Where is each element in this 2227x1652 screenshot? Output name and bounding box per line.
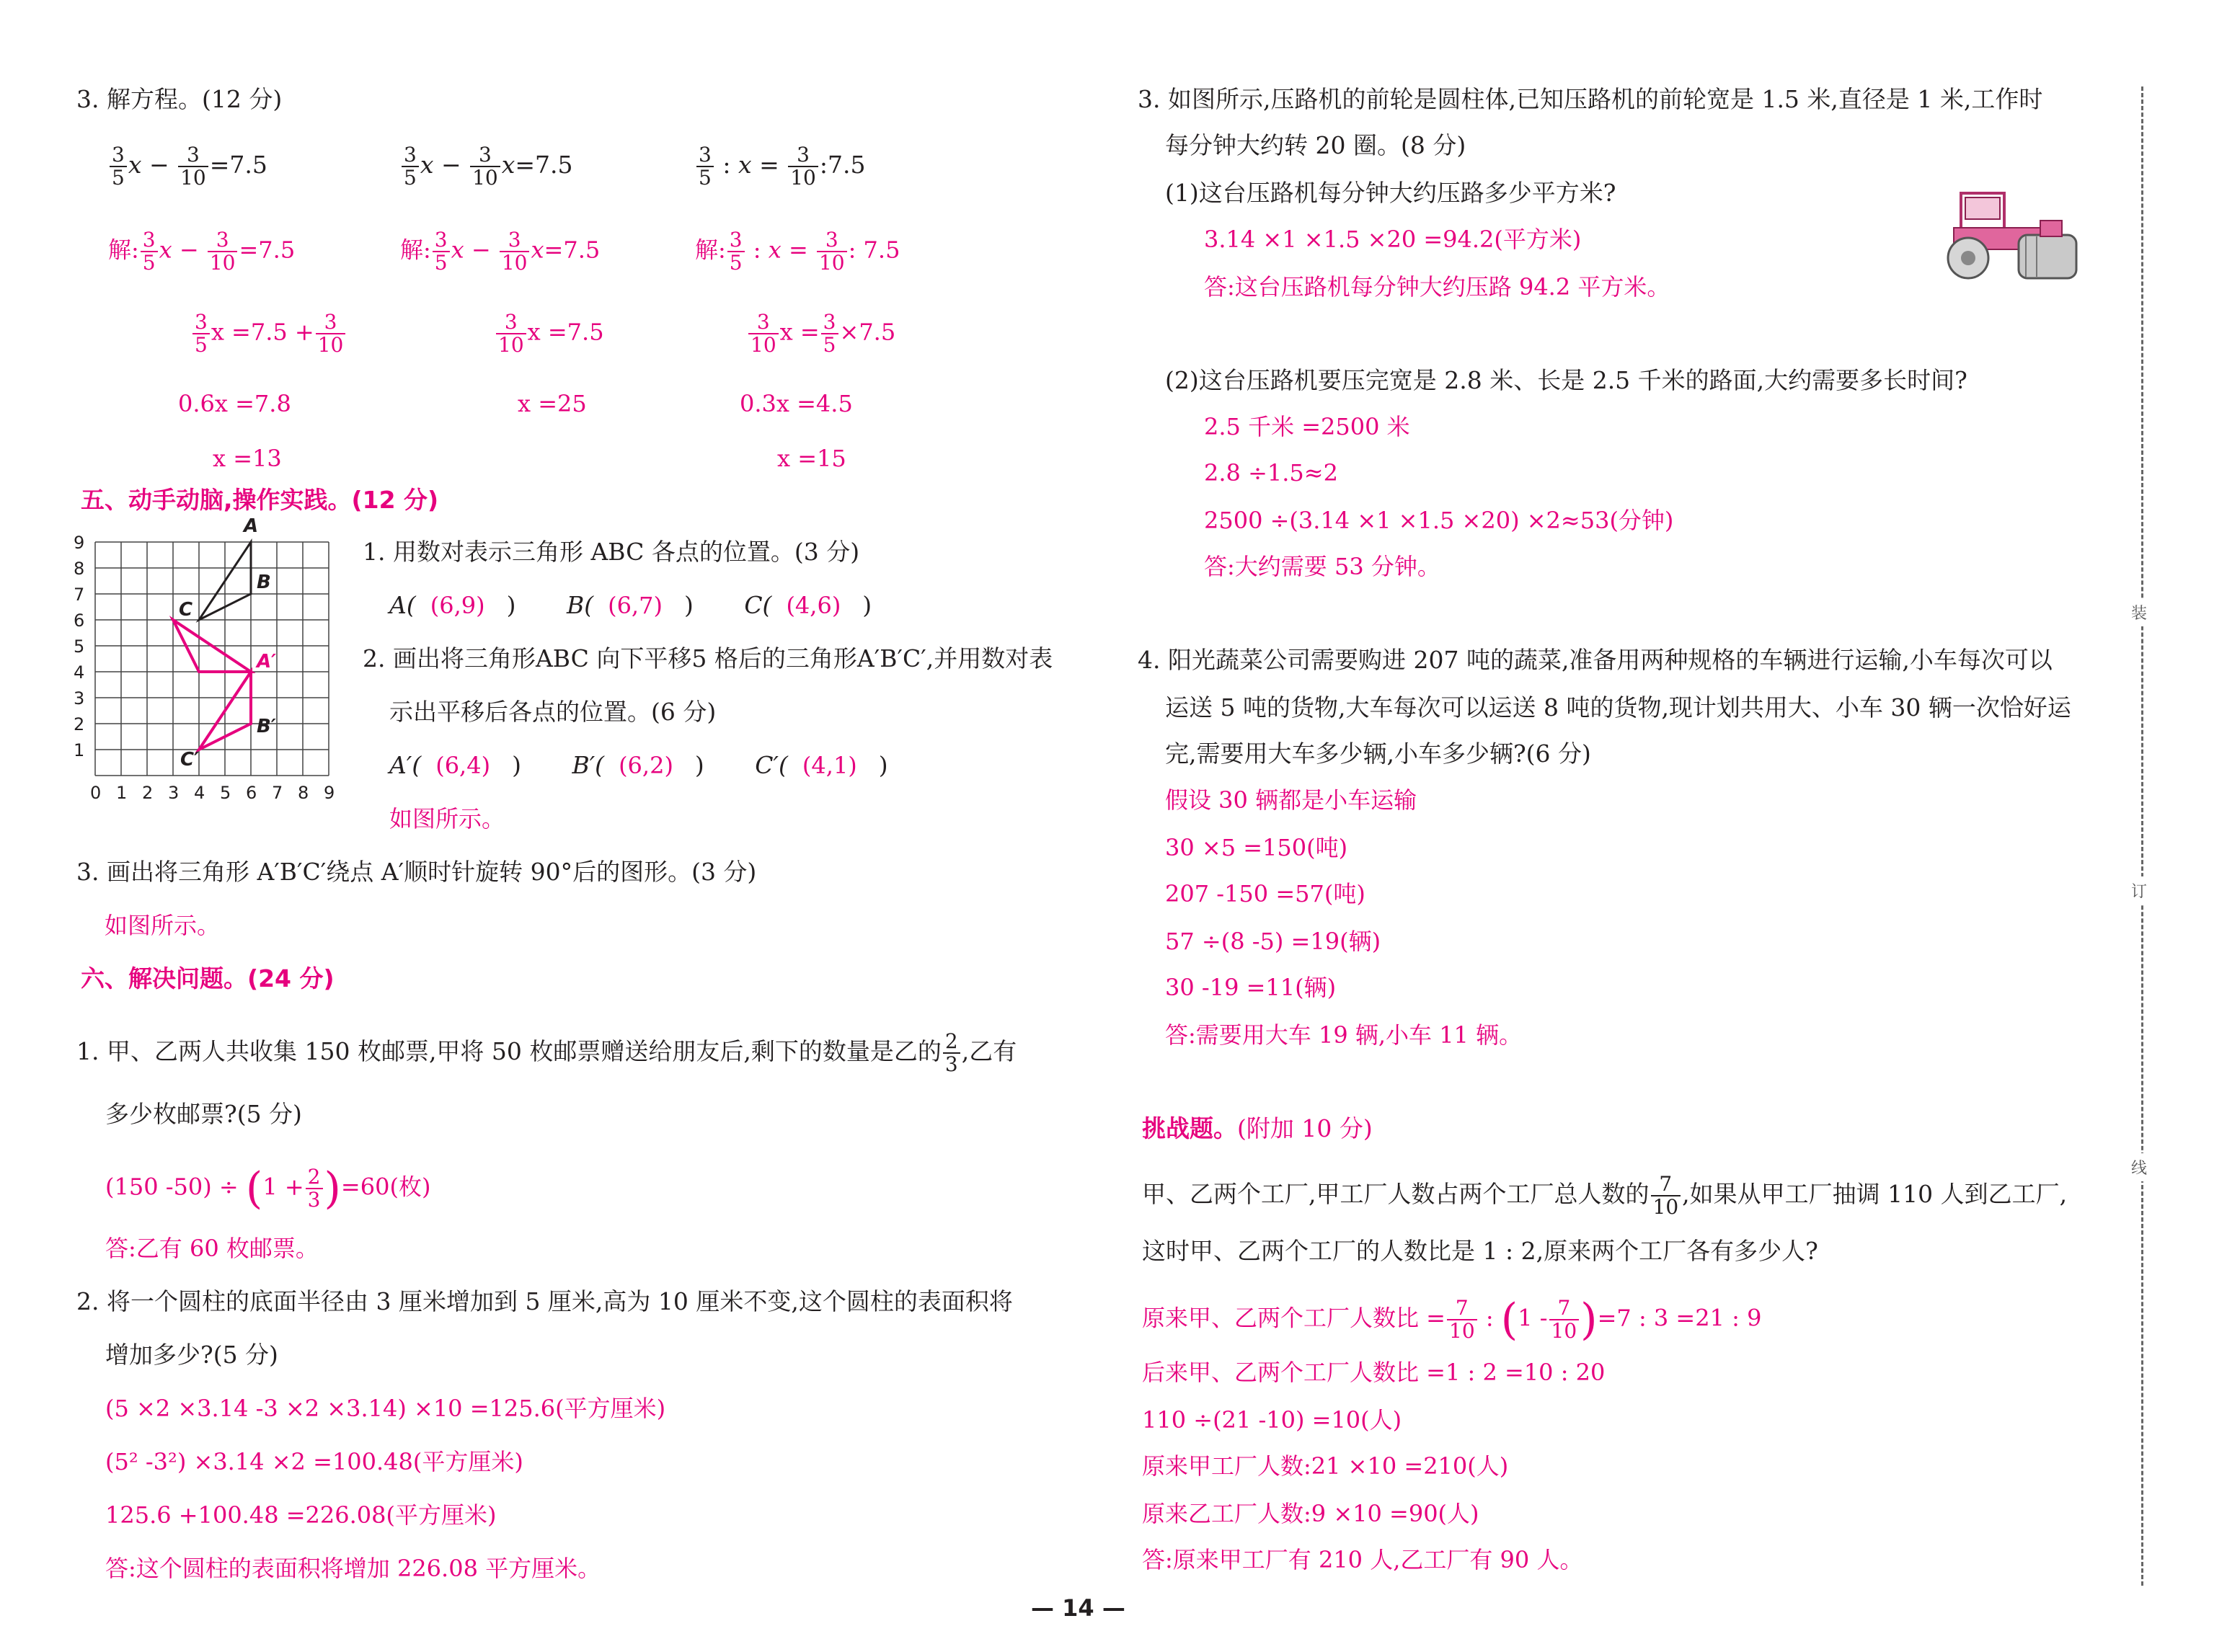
r-q3-line2: 每分钟大约转 20 圈。(8 分) [1165, 131, 1466, 159]
point-label: A′ [257, 651, 276, 672]
challenge-step5: 原来乙工厂人数:9 ×10 =90(人) [1142, 1500, 1479, 1527]
challenge-step1: 原来甲、乙两个工厂人数比 = $\frac{7}{10}$ : (1 - $\frac{7}{10}$ )=7 : 3 =21 : 9 [1142, 1294, 1762, 1345]
r-q3-sub2-result: 答:大约需要 53 分钟。 [1204, 553, 1440, 580]
x-tick-label: 9 [324, 783, 335, 803]
challenge-step3: 110 ÷(21 -10) =10(人) [1142, 1406, 1402, 1434]
challenge-step2: 后来甲、乙两个工厂人数比 =1 : 2 =10 : 20 [1142, 1359, 1606, 1386]
y-tick-label: 8 [74, 559, 85, 579]
sec6-q2-line1: 2. 将一个圆柱的底面半径由 3 厘米增加到 5 厘米,高为 10 厘米不变,这个圆柱的表面积将 [76, 1287, 1013, 1315]
point-label: C′ [180, 749, 199, 771]
challenge-step4: 原来甲工厂人数:21 ×10 =210(人) [1142, 1452, 1509, 1480]
y-tick-label: 4 [74, 662, 85, 683]
sec6-q2-step1: (5 ×2 ×3.14 -3 ×2 ×3.14) ×10 =125.6(平方厘米) [105, 1395, 666, 1422]
eq2-step2: $\frac{3}{10}$ x =7.5 [495, 311, 604, 356]
section5-title: 五、动手动脑,操作实践。(12 分) [81, 486, 439, 514]
sec5-q1: 1. 用数对表示三角形 ABC 各点的位置。(3 分) [363, 538, 860, 566]
r-q4-line2: 运送 5 吨的货物,大车每次可以运送 8 吨的货物,现计划共用大、小车 30 辆一次恰好运 [1165, 693, 2071, 721]
eq3-problem: $\frac{3}{5}$ : x = $\frac{3}{10}$ :7.5 [695, 144, 865, 189]
r-q3-line1: 3. 如图所示,压路机的前轮是圆柱体,已知压路机的前轮宽是 1.5 米,直径是 1 米,工作时 [1138, 85, 2043, 113]
r-q3-sub2-step1: 2.5 千米 =2500 米 [1204, 413, 1410, 440]
r-q4-step1: 假设 30 辆都是小车运输 [1165, 786, 1417, 814]
section6-title: 六、解决问题。(24 分) [81, 964, 335, 992]
x-tick-label: 7 [272, 783, 283, 803]
r-q4-result: 答:需要用大车 19 辆,小车 11 辆。 [1165, 1021, 1523, 1049]
coordinate-grid [72, 515, 346, 833]
r-q3-sub2-step3: 2500 ÷(3.14 ×1 ×1.5 ×20) ×2≈53(分钟) [1204, 507, 1674, 534]
sec6-q2-result: 答:这个圆柱的表面积将增加 226.08 平方厘米。 [105, 1555, 601, 1582]
sec5-q1-answers: A( (6,9) ) B( (6,7) ) C( (4,6) ) [389, 591, 872, 619]
sec5-q2-note: 如图所示。 [389, 805, 505, 832]
challenge-line1: 甲、乙两个工厂,甲工厂人数占两个工厂总人数的 $\frac{7}{10}$ ,如果从甲工厂抽调 110 人到乙工厂, [1142, 1172, 2068, 1219]
y-tick-label: 1 [74, 740, 85, 760]
point-label: B′ [257, 716, 276, 737]
sec6-q1-line2: 多少枚邮票?(5 分) [105, 1100, 302, 1128]
point-label: C [179, 599, 193, 621]
r-q4-step4: 57 ÷(8 -5) =19(辆) [1165, 928, 1381, 955]
sec6-q2-step2: (5² -3²) ×3.14 ×2 =100.48(平方厘米) [105, 1448, 523, 1475]
sec6-q2-line2: 增加多少?(5 分) [105, 1341, 278, 1369]
x-tick-label: 8 [298, 783, 309, 803]
sec6-q1-line1: 1. 甲、乙两人共收集 150 枚邮票,甲将 50 枚邮票赠送给朋友后,剩下的数量是乙的 $\frac{2}{3}$ ,乙有 [76, 1029, 1017, 1076]
eq2-problem: $\frac{3}{5}$ x − $\frac{3}{10}$ x=7.5 [400, 144, 573, 189]
q3-solve-title: 3. 解方程。(12 分) [76, 85, 283, 113]
eq1-problem: $\frac{3}{5}$ x − $\frac{3}{10}$ =7.5 [108, 144, 267, 189]
y-tick-label: 2 [74, 714, 85, 734]
eq3-step4: x =15 [777, 445, 846, 472]
binding-char-1: 装 [2131, 598, 2147, 626]
r-q3-sub1-result: 答:这台压路机每分钟大约压路 94.2 平方米。 [1204, 273, 1670, 301]
y-tick-label: 5 [74, 636, 85, 657]
sec5-q2-answers: A′( (6,4) ) B′( (6,2) ) C′( (4,1) ) [389, 751, 888, 779]
sec5-q2-line2: 示出平移后各点的位置。(6 分) [389, 698, 717, 726]
page-number: — 14 — [1031, 1594, 1125, 1622]
r-q3-sub1-answer: 3.14 ×1 ×1.5 ×20 =94.2(平方米) [1204, 226, 1582, 253]
x-tick-label: 4 [194, 783, 205, 803]
challenge-result: 答:原来甲工厂有 210 人,乙工厂有 90 人。 [1142, 1546, 1583, 1573]
eq3-step3: 0.3x =4.5 [740, 390, 853, 417]
eq3-step2: $\frac{3}{10}$ x = $\frac{3}{5}$ ×7.5 [747, 311, 895, 356]
eq1-step2: $\frac{3}{5}$ x =7.5 + $\frac{3}{10}$ [191, 311, 347, 356]
sec5-q2-line1: 2. 画出将三角形ABC 向下平移5 格后的三角形A′B′C′,并用数对表 [363, 644, 1053, 672]
point-label: B [257, 572, 271, 593]
y-tick-label: 6 [74, 610, 85, 631]
point-label: A [244, 515, 259, 537]
eq2-step1: 解: $\frac{3}{5}$ x − $\frac{3}{10}$ x=7.5 [400, 228, 601, 275]
road-roller-image [1939, 179, 2084, 287]
sec6-q2-step3: 125.6 +100.48 =226.08(平方厘米) [105, 1501, 497, 1529]
r-q3-sub2-step2: 2.8 ÷1.5≈2 [1204, 459, 1338, 487]
x-tick-label: 2 [142, 783, 154, 803]
r-q4-step2: 30 ×5 =150(吨) [1165, 834, 1348, 861]
sec6-q1-answer: (150 -50) ÷ (1 + $\frac{2}{3}$ )=60(枚) [105, 1163, 431, 1214]
binding-line [2141, 86, 2143, 1586]
r-q4-line1: 4. 阳光蔬菜公司需要购进 207 吨的蔬菜,准备用两种规格的车辆进行运输,小车每次可以 [1138, 646, 2053, 674]
r-q3-sub2: (2)这台压路机要压完宽是 2.8 米、长是 2.5 千米的路面,大约需要多长时间? [1165, 366, 1967, 394]
eq3-step1: 解: $\frac{3}{5}$ : x = $\frac{3}{10}$ : 7.5 [695, 228, 900, 275]
eq1-step3: 0.6x =7.8 [178, 390, 291, 417]
eq1-step1: 解: $\frac{3}{5}$ x − $\frac{3}{10}$ =7.5 [108, 228, 296, 275]
eq2-step3: x =25 [518, 390, 587, 417]
r-q4-step5: 30 -19 =11(辆) [1165, 974, 1337, 1001]
x-tick-label: 0 [90, 783, 102, 803]
y-tick-label: 3 [74, 688, 85, 709]
r-q4-step3: 207 -150 =57(吨) [1165, 880, 1365, 907]
x-tick-label: 3 [168, 783, 180, 803]
binding-char-3: 线 [2131, 1153, 2147, 1181]
x-tick-label: 5 [220, 783, 231, 803]
sec5-q3-note: 如图所示。 [105, 912, 221, 939]
y-tick-label: 7 [74, 585, 85, 605]
sec6-q1-result: 答:乙有 60 枚邮票。 [105, 1235, 319, 1262]
challenge-title: 挑战题。(附加 10 分) [1142, 1114, 1373, 1142]
eq1-step4: x =13 [213, 445, 282, 472]
y-tick-label: 9 [74, 533, 85, 553]
sec5-q3: 3. 画出将三角形 A′B′C′绕点 A′顺时针旋转 90°后的图形。(3 分) [76, 858, 757, 886]
r-q3-sub1: (1)这台压路机每分钟大约压路多少平方米? [1165, 179, 1616, 207]
r-q4-line3: 完,需要用大车多少辆,小车多少辆?(6 分) [1165, 740, 1591, 768]
x-tick-label: 1 [116, 783, 128, 803]
binding-char-2: 订 [2131, 876, 2147, 905]
x-tick-label: 6 [246, 783, 257, 803]
challenge-line2: 这时甲、乙两个工厂的人数比是 1 : 2,原来两个工厂各有多少人? [1142, 1237, 1818, 1265]
